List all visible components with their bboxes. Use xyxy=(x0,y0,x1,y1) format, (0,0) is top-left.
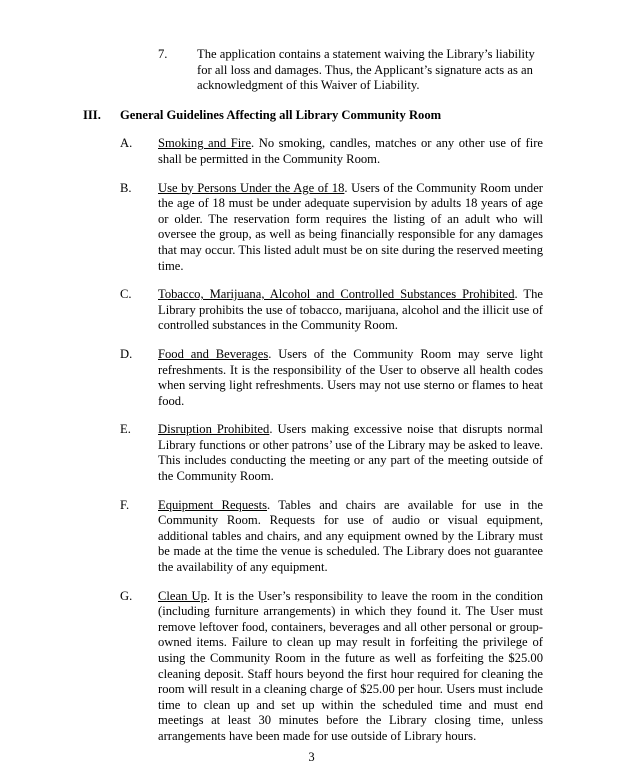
item-d-body: . Users of the Community Room may serve light refreshments. It is the responsibility of the User to observe all health codes when serving light refreshments. Users may not use sterno or flames to heat food. xyxy=(158,346,543,408)
section-title: General Guidelines Affecting all Library Community Room xyxy=(120,107,442,122)
item-7-number: 7. xyxy=(158,47,168,61)
item-c-letter: C. xyxy=(120,287,132,302)
item-g-letter: G. xyxy=(120,588,133,603)
page-number: 3 xyxy=(308,750,315,764)
section-heading xyxy=(83,108,543,124)
guideline-item-g xyxy=(120,589,543,745)
guideline-item-b xyxy=(120,181,543,275)
item-a-letter: A. xyxy=(120,136,133,151)
item-d-heading: Food and Beverages xyxy=(158,346,269,361)
item-f-heading: Equipment Requests xyxy=(158,497,268,512)
guideline-item-e xyxy=(120,422,543,484)
item-e-heading: Disruption Prohibited xyxy=(158,422,270,437)
item-g-body: . It is the User’s responsibility to leave the room in the condition (including furniture arrangements) in which they found it. The User must remove leftover food, containers, beverages and all other personal or group-owned items. Failure to clean up may result in forfeiting the privilege of using the Community Room in the future as well as forfeiting the $25.00 cleaning deposit. Staff hours beyond the first hour required for cleaning the room will result in a cleaning charge of $25.00 per hour. Users must include time to clean up and set up within the scheduled time and must end meetings at least 30 minutes before the Library closing time, unless arrangements have been made for use outside of Library hours. xyxy=(158,588,543,743)
guideline-item-c xyxy=(120,287,543,334)
item-b-text xyxy=(158,181,543,275)
item-e-letter: E. xyxy=(120,422,131,437)
item-b-heading: Use by Persons Under the Age of 18 xyxy=(158,180,345,195)
guideline-item-f xyxy=(120,498,543,576)
section-number: III. xyxy=(83,107,101,122)
item-d-text xyxy=(158,347,543,409)
item-a-text xyxy=(158,136,543,167)
item-b-letter: B. xyxy=(120,180,132,195)
item-a-body: . No smoking, candles, matches or any other use of fire shall be permitted in the Community Room. xyxy=(158,136,543,166)
item-c-body: . The Library prohibits the use of tobacco, marijuana, alcohol and the illicit use of controlled substances in the Community Room. xyxy=(158,287,543,333)
item-g-text xyxy=(158,589,543,745)
item-e-body: . Users making excessive noise that disrupts normal Library functions or other patrons’ use of the Library may be asked to leave. This includes conducting the meeting or any part of the meeting outside of the Community Room. xyxy=(158,422,544,484)
item-f-body: . Tables and chairs are available for use in the Community Room. Requests for use of audio or visual equipment, additional tables and chairs, and any equipment owned by the Library must be made at the time the venue is scheduled. The Library does not guarantee the availability of any equipment. xyxy=(158,497,543,575)
item-e-text xyxy=(158,422,543,484)
item-c-text xyxy=(158,287,543,334)
guideline-item-d xyxy=(120,347,543,409)
item-f-letter: F. xyxy=(120,497,130,512)
item-c-heading: Tobacco, Marijuana, Alcohol and Controlled Substances Prohibited xyxy=(158,287,515,302)
item-f-text xyxy=(158,498,543,576)
item-g-heading: Clean Up xyxy=(158,588,207,603)
numbered-item-7 xyxy=(158,47,543,94)
item-a-heading: Smoking and Fire xyxy=(158,136,252,151)
guideline-item-a xyxy=(120,136,543,167)
item-d-letter: D. xyxy=(120,346,133,361)
item-7-text: The application contains a statement waiving the Library’s liability for all loss and damages. Thus, the Applicant’s signature acts as an acknowledgment of this Waiver of Liability. xyxy=(197,47,535,93)
item-b-body: . Users of the Community Room under the age of 18 must be under adequate supervision by adults 18 years of age or older. The reservation form requires the listing of an adult who will oversee the group, as well as being financially responsible for any damages that may occur. This listed adult must be on site during the reserved meeting time. xyxy=(158,180,543,273)
